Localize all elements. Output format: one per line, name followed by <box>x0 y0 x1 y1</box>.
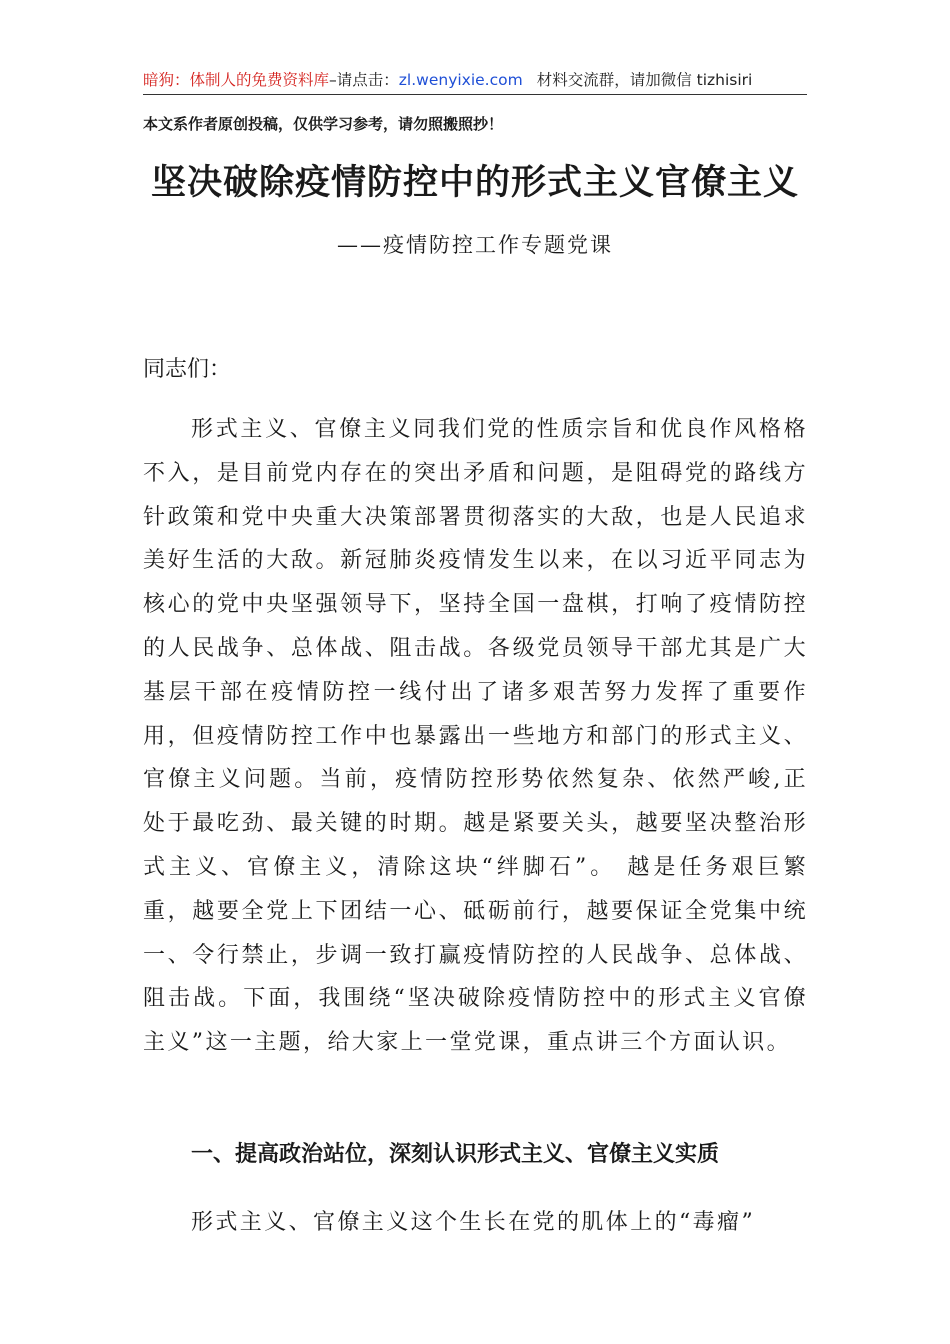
section-1-paragraph: 形式主义、官僚主义这个生长在党的肌体上的“毒瘤” <box>191 1210 756 1235</box>
document-subtitle: ——疫情防控工作专题党课 <box>337 233 613 257</box>
header-click-prompt: –请点击： <box>329 71 399 89</box>
header-site-name[interactable]: 暗狗：体制人的免费资料库 <box>143 71 330 89</box>
header-bar <box>143 66 807 95</box>
intro-paragraph: 形式主义、官僚主义同我们党的性质宗旨和优良作风格格不入，是目前党内存在的突出矛盾和问题，是阻碍党的路线方针政策和党中央重大决策部署贯彻落实的大敌，也是人民追求美好生活的大敌。新冠肺炎疫情发生以来，在以习近平同志为核心的党中央坚强领导下，坚持全国一盘棋，打响了疫情防控的人民战争、总体战、阻击战。各级党员领导干部尤其是广大基层干部在疫情防控一线付出了诸多艰苦努力发挥了重要作用，但疫情防控工作中也暴露出一些地方和部门的形式主义、官僚主义问题。当前，疫情防控形势依然复杂、依然严峻,正处于最吃劲、最关键的时期。越是紧要关头，越要坚决整治形式主义、官僚主义，清除这块“绊脚石”。 越是任务艰巨繁重，越要全党上下团结一心、砥砺前行，越要保证全党集中统一、令行禁止，步调一致打赢疫情防控的人民战争、总体战、阻击战。下面，我围绕“坚决破除疫情防控中的形式主义官僚主义”这一主题，给大家上一堂党课，重点讲三个方面认识。 <box>143 417 808 1056</box>
salutation: 同志们： <box>143 357 232 382</box>
section-heading-1: 一、提高政治站位，深刻认识形式主义、官僚主义实质 <box>191 1142 720 1167</box>
copyright-notice: 本文系作者原创投稿，仅供学习参考，请勿照搬照抄！ <box>143 115 504 133</box>
header-wechat-note: 材料交流群，请加微信 tizhisiri <box>536 71 753 89</box>
document-title: 坚决破除疫情防控中的形式主义官僚主义 <box>150 162 799 203</box>
header-url-link[interactable]: zl.wenyixie.com <box>398 71 523 89</box>
